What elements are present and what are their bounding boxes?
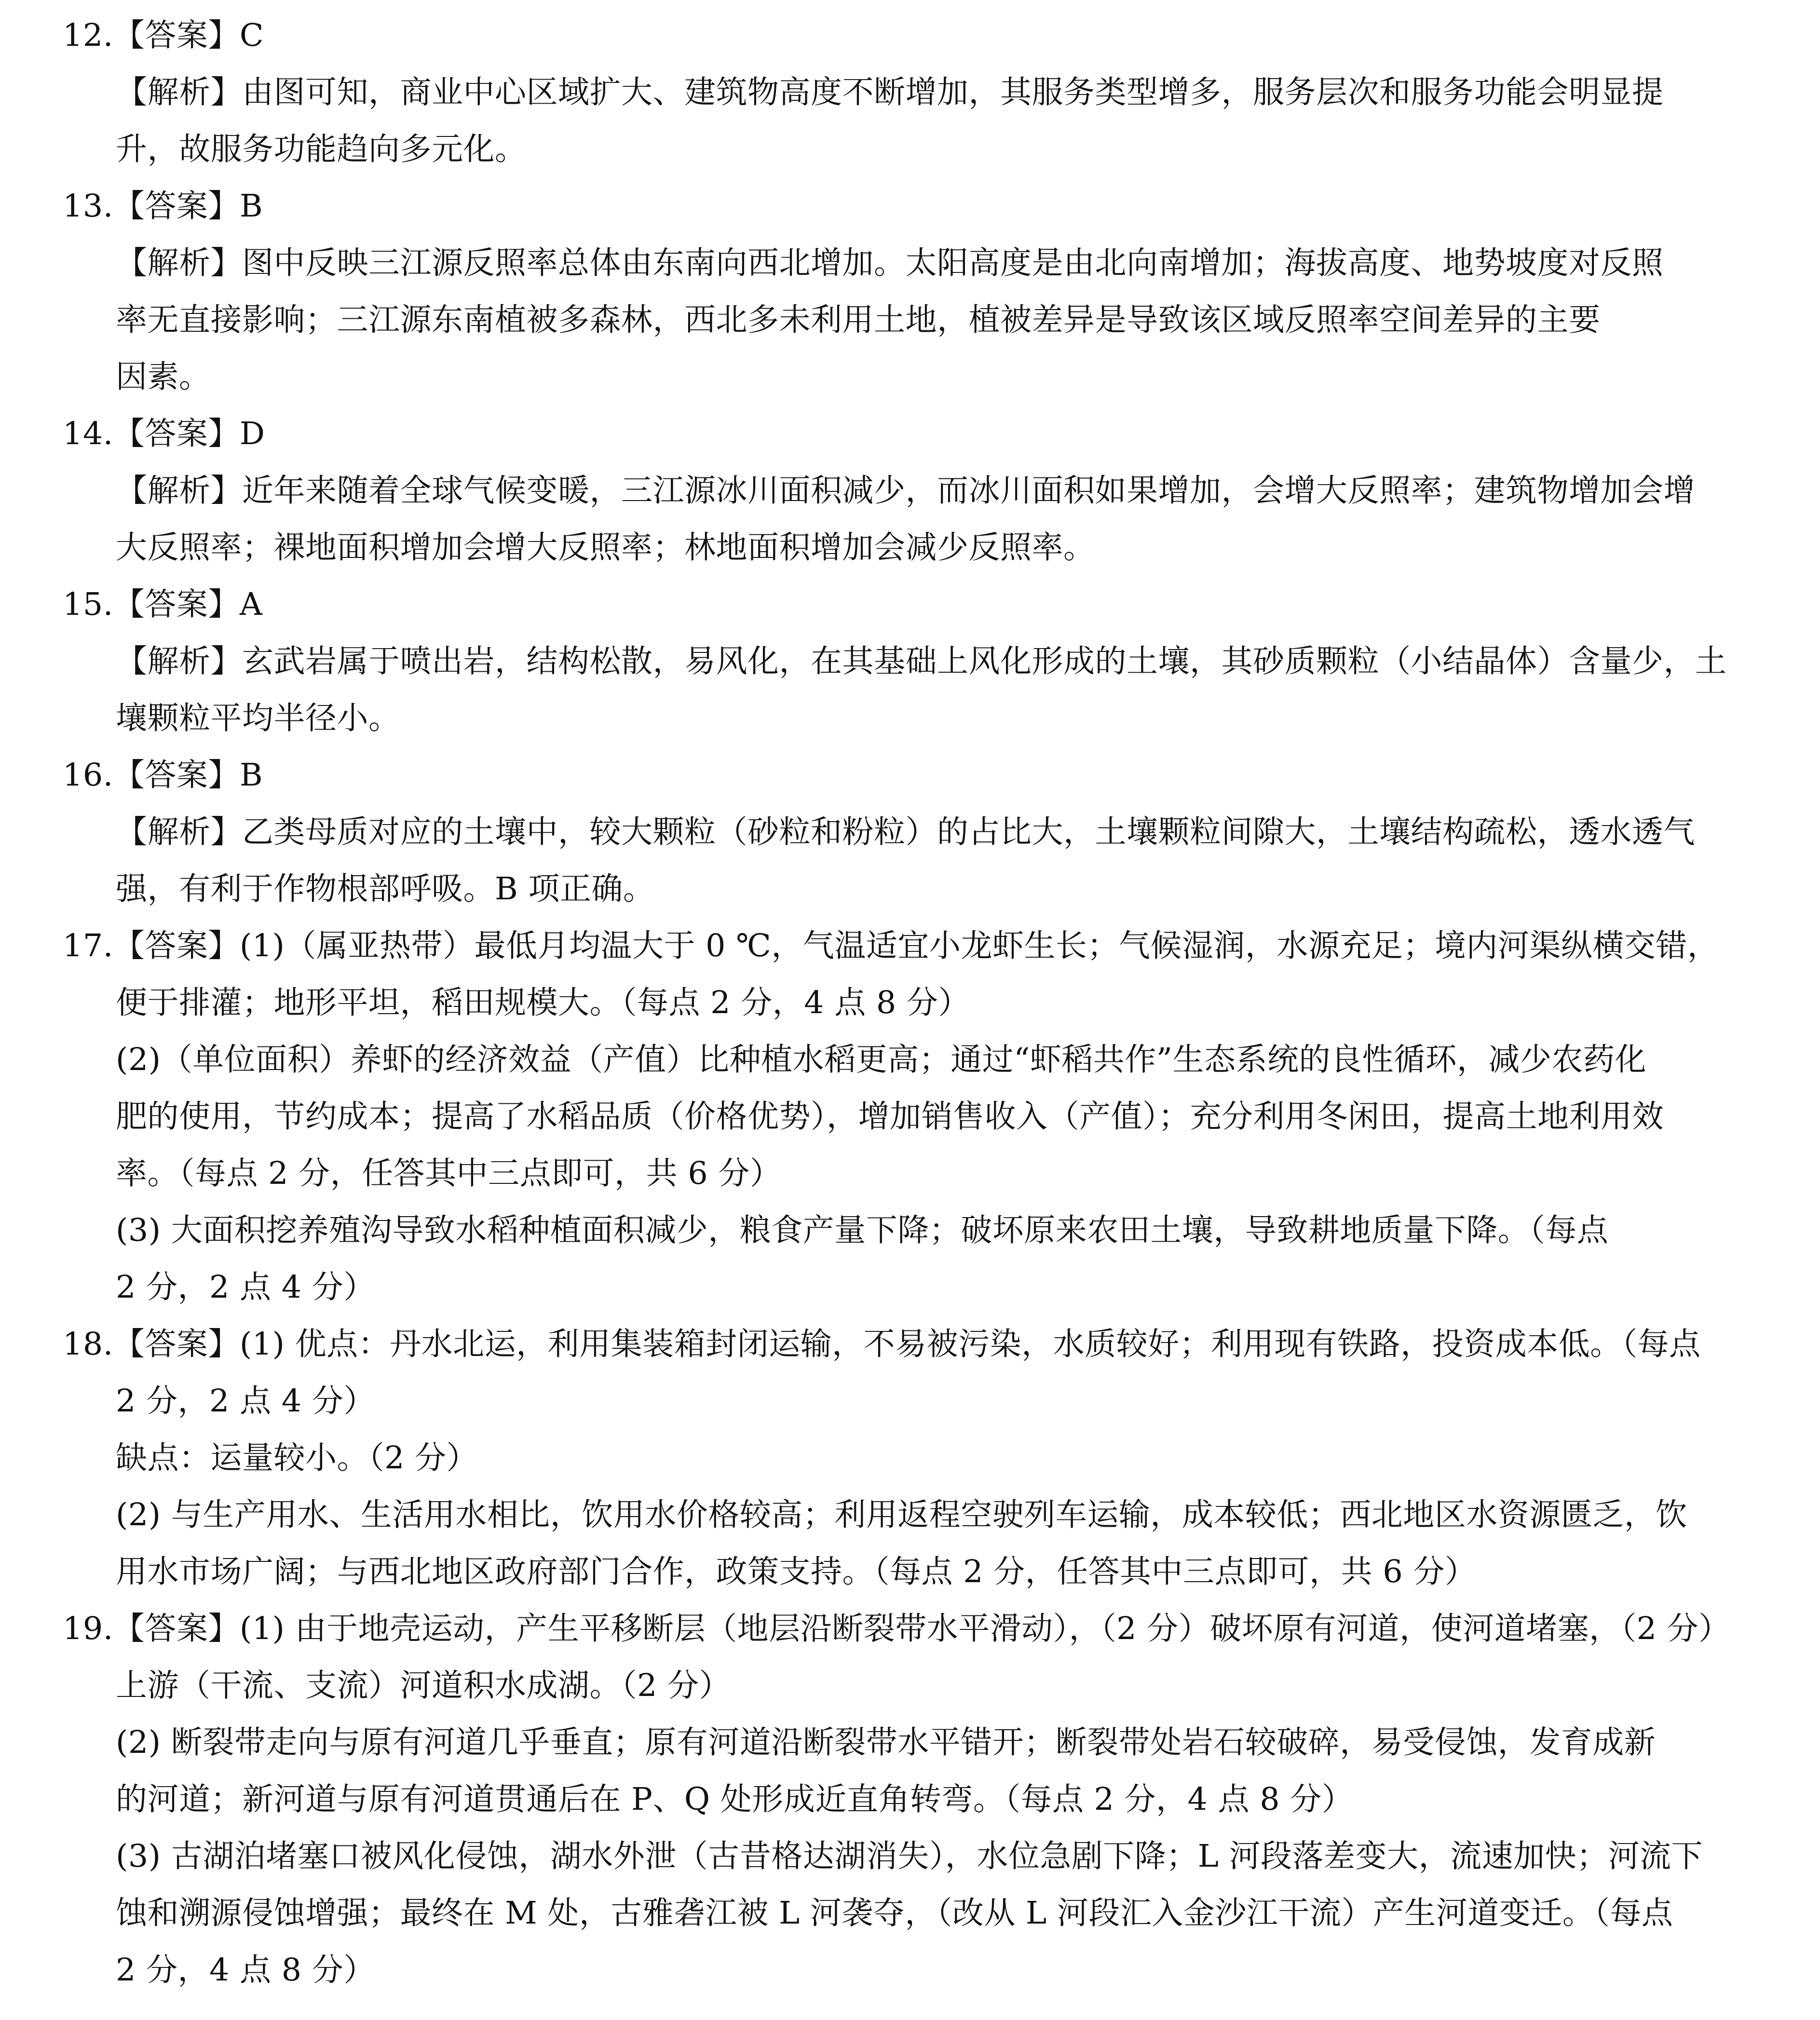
answer-line: 率。（每点 2 分，任答其中三点即可，共 6 分） bbox=[116, 1155, 782, 1192]
answer-document bbox=[63, 7, 1784, 1999]
answer-head: 15.【答案】A bbox=[63, 586, 263, 623]
answer-line: 便于排灌；地形平坦，稻田规模大。（每点 2 分，4 点 8 分） bbox=[116, 985, 970, 1021]
answer-item-14 bbox=[63, 406, 1784, 576]
answer-head: 14.【答案】D bbox=[63, 416, 265, 452]
answer-item-13 bbox=[63, 178, 1784, 406]
answer-item-19 bbox=[63, 1600, 1784, 1999]
answer-item-15 bbox=[63, 576, 1784, 747]
analysis-line: 强，有利于作物根部呼吸。B 项正确。 bbox=[116, 871, 655, 907]
answer-item-16 bbox=[63, 747, 1784, 918]
answer-line: 缺点：运量较小。（2 分） bbox=[116, 1440, 478, 1476]
analysis-line: 【解析】由图可知，商业中心区域扩大、建筑物高度不断增加，其服务类型增多，服务层次和服务功能会明显提 bbox=[116, 74, 1664, 110]
answer-line: 蚀和溯源侵蚀增强；最终在 M 处，古雅砻江被 L 河袭夺，（改从 L 河段汇入金沙江干流）产生河道变迁。（每点 bbox=[116, 1895, 1673, 1931]
answer-line: (3) 古湖泊堵塞口被风化侵蚀，湖水外泄（古昔格达湖消失），水位急剧下降；L 河段落差变大，流速加快；河流下 bbox=[116, 1838, 1703, 1874]
analysis-line: 【解析】图中反映三江源反照率总体由东南向西北增加。太阳高度是由北向南增加；海拔高度、地势坡度对反照 bbox=[116, 245, 1664, 281]
answer-line: 的河道；新河道与原有河道贯通后在 P、Q 处形成近直角转弯。（每点 2 分，4 点 8 分） bbox=[116, 1781, 1354, 1817]
answer-head: 19.【答案】(1) 由于地壳运动，产生平移断层（地层沿断裂带水平滑动），（2 分）破坏原有河道，使河道堵塞，（2 分） bbox=[63, 1611, 1730, 1647]
answer-head: 12.【答案】C bbox=[63, 17, 264, 54]
answer-line: 用水市场广阔；与西北地区政府部门合作，政策支持。（每点 2 分，任答其中三点即可，共 6 分） bbox=[116, 1554, 1477, 1590]
analysis-line: 【解析】近年来随着全球气候变暖，三江源冰川面积减少，而冰川面积如果增加，会增大反照率；建筑物增加会增 bbox=[116, 473, 1696, 509]
answer-line: 2 分，2 点 4 分） bbox=[116, 1269, 375, 1305]
answer-line: 上游（干流、支流）河道积水成湖。（2 分） bbox=[116, 1668, 731, 1704]
analysis-line: 大反照率；裸地面积增加会增大反照率；林地面积增加会减少反照率。 bbox=[116, 529, 1095, 566]
answer-item-17 bbox=[63, 918, 1784, 1316]
answer-head: 17.【答案】(1)（属亚热带）最低月均温大于 0 ℃，气温适宜小龙虾生长；气候湿润，水源充足；境内河渠纵横交错， bbox=[63, 928, 1719, 964]
answer-head: 18.【答案】(1) 优点：丹水北运，利用集装箱封闭运输，不易被污染，水质较好；利用现有铁路，投资成本低。（每点 bbox=[63, 1326, 1701, 1362]
analysis-line: 率无直接影响；三江源东南植被多森林，西北多未利用土地，植被差异是导致该区域反照率空间差异的主要 bbox=[116, 302, 1601, 338]
answer-line: (3) 大面积挖养殖沟导致水稻种植面积减少，粮食产量下降；破坏原来农田土壤，导致耕地质量下降。（每点 bbox=[116, 1212, 1609, 1248]
answer-head: 16.【答案】B bbox=[63, 757, 263, 793]
analysis-line: 【解析】玄武岩属于喷出岩，结构松散，易风化，在其基础上风化形成的土壤，其砂质颗粒（小结晶体）含量少，土 bbox=[116, 643, 1727, 679]
answer-line: 2 分，2 点 4 分） bbox=[116, 1383, 375, 1419]
answer-line: (2) 与生产用水、生活用水相比，饮用水价格较高；利用返程空驶列车运输，成本较低；西北地区水资源匮乏，饮 bbox=[116, 1497, 1687, 1533]
answer-line: 2 分，4 点 8 分） bbox=[116, 1952, 375, 1988]
answer-head: 13.【答案】B bbox=[63, 188, 263, 224]
answer-line: (2) 断裂带走向与原有河道几乎垂直；原有河道沿断裂带水平错开；断裂带处岩石较破碎，易受侵蚀，发育成新 bbox=[116, 1724, 1656, 1761]
answer-item-12 bbox=[63, 7, 1784, 178]
answer-line: (2)（单位面积）养虾的经济效益（产值）比种植水稻更高；通过“虾稻共作”生态系统的良性循环，减少农药化 bbox=[116, 1042, 1647, 1078]
analysis-line: 升，故服务功能趋向多元化。 bbox=[116, 131, 527, 167]
analysis-line: 因素。 bbox=[116, 359, 211, 395]
answer-item-18 bbox=[63, 1316, 1784, 1600]
analysis-line: 壤颗粒平均半径小。 bbox=[116, 700, 400, 736]
analysis-line: 【解析】乙类母质对应的土壤中，较大颗粒（砂粒和粉粒）的占比大，土壤颗粒间隙大，土壤结构疏松，透水透气 bbox=[116, 814, 1696, 850]
answer-line: 肥的使用，节约成本；提高了水稻品质（价格优势），增加销售收入（产值）；充分利用冬闲田，提高土地利用效 bbox=[116, 1098, 1664, 1135]
